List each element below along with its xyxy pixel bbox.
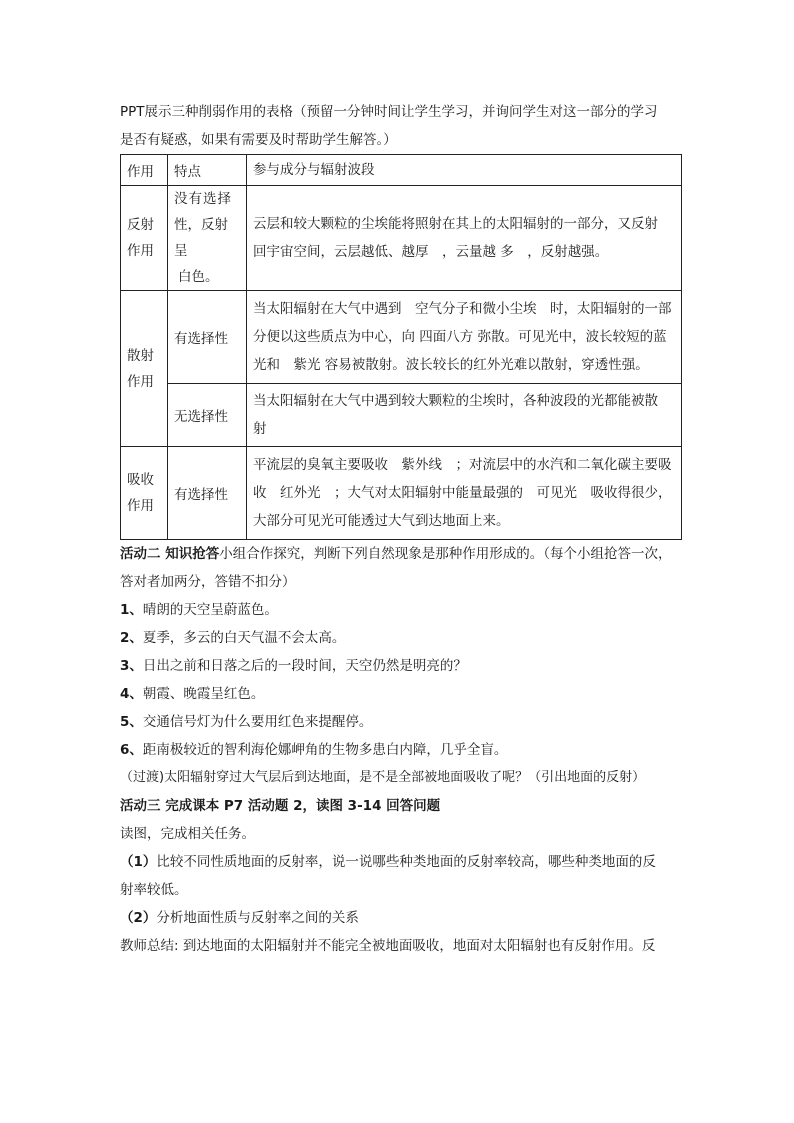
summary-label: 教师总结: — [120, 938, 179, 954]
reflect-effect — [121, 186, 168, 291]
reflect-desc — [247, 186, 682, 291]
item-text: 朝霞、晚霞呈红色。 — [142, 686, 265, 702]
activity2-line-1 — [120, 540, 682, 568]
item-num: 1、 — [120, 602, 143, 618]
activity2-title: 活动二 知识抢答 — [120, 546, 220, 562]
item-text: 交通信号灯为什么要用红色来提醒停。 — [142, 714, 373, 730]
intro-line-2: 是否有疑惑，如果有需要及时帮助学生解答。） — [120, 132, 397, 148]
reflect-feature-l2: 性，反射呈 — [174, 217, 228, 259]
reflect-effect-l2: 作用 — [127, 243, 154, 259]
absorb-effect-l2: 作用 — [127, 498, 154, 514]
activity3-line-1: 读图，完成相关任务。 — [120, 826, 255, 842]
activity2-desc: 小组合作探究，判断下列自然现象是那种作用形成的。（每个小组抢答一次， — [219, 546, 672, 562]
list-item — [120, 624, 682, 652]
table-header-row — [121, 155, 682, 186]
header-components: 参与成分与辐射波段 — [247, 155, 682, 186]
scatter-selective-desc — [247, 291, 682, 384]
absorb-effect — [121, 447, 168, 540]
scatter-sel-l1: 当太阳辐射在大气中遇到 空气分子和微小尘埃 时，太阳辐射的一部 — [253, 301, 672, 317]
absorb-feature: 有选择性 — [168, 447, 247, 540]
scatter-nonsel-l1: 当太阳辐射在大气中遇到较大颗粒的尘埃时，各种波段的光都能被散 — [253, 393, 658, 409]
reflect-effect-l1: 反射 — [127, 217, 154, 233]
scatter-nonselective-feature: 无选择性 — [168, 384, 247, 447]
activity2-line-2: 答对者加两分，答错不扣分） — [120, 574, 296, 590]
absorb-effect-l1: 吸收 — [127, 472, 154, 488]
scatter-selective-feature: 有选择性 — [168, 291, 247, 384]
item-text: 距南极较近的智利海伦娜岬角的生物多患白内障，几乎全盲。 — [142, 742, 508, 758]
absorb-desc-l3: 大部分可见光可能透过大气到达地面上来。 — [253, 513, 510, 529]
teacher-summary — [120, 932, 682, 960]
scatter-sel-l3: 光和 紫光 容易被散射。波长较长的红外光难以散射，穿透性强。 — [253, 357, 649, 373]
activity3-q1-line-2: 射率较低。 — [120, 882, 188, 898]
document-page — [120, 98, 682, 960]
scatter-effect — [121, 291, 168, 447]
summary-text: 到达地面的太阳辐射并不能完全被地面吸收，地面对太阳辐射也有反射作用。反 — [178, 938, 656, 954]
reflect-feature-l3: 白色。 — [178, 269, 219, 285]
scatter-effect-l2: 作用 — [127, 373, 154, 390]
activity3-q1-line-1 — [120, 848, 682, 876]
item-text: 夏季，多云的白天气温不会太高。 — [142, 630, 346, 646]
scatter-sel-l2: 分便以这些质点为中心，向 四面八方 弥散。可见光中，波长较短的蓝 — [253, 329, 667, 345]
activity3-title: 活动三 完成课本 P7 活动题 2，读图 3-14 回答问题 — [120, 798, 441, 814]
scatter-nonsel-l2: 射 — [253, 421, 267, 437]
item-num: 4、 — [120, 686, 143, 702]
scatter-nonselective-desc — [247, 384, 682, 447]
list-item — [120, 680, 682, 708]
item-text: 日出之前和日落之后的一段时间，天空仍然是明亮的？ — [142, 658, 467, 674]
intro-line-1: PPT展示三种削弱作用的表格（预留一分钟时间让学生学习，并询问学生对这一部分的学习 — [120, 104, 658, 120]
q2-text: 分析地面性质与反射率之间的关系 — [156, 910, 359, 926]
q1-num: （1） — [120, 854, 157, 870]
item-num: 6、 — [120, 742, 143, 758]
absorb-desc — [247, 447, 682, 540]
q1-text: 比较不同性质地面的反射率，说一说哪些种类地面的反射率较高，哪些种类地面的反 — [156, 854, 656, 870]
reflect-desc-l1: 云层和较大颗粒的尘埃能将照射在其上的太阳辐射的一部分，又反射 — [253, 216, 658, 232]
table-row-scatter-selective — [121, 291, 682, 384]
reflect-desc-l2: 回宇宙空间，云层越低、越厚 ，云量越 多 ，反射越强。 — [253, 244, 609, 260]
activity3-q2 — [120, 904, 682, 932]
transition-text: （过渡)太阳辐射穿过大气层后到达地面，是不是全部被地面吸收了呢？（引出地面的反射） — [120, 770, 646, 785]
item-num: 2、 — [120, 630, 143, 646]
scatter-effect-l1: 散射 — [127, 347, 154, 364]
list-item — [120, 652, 682, 680]
table-row-absorb — [121, 447, 682, 540]
list-item — [120, 596, 682, 624]
header-feature: 特点 — [168, 155, 247, 186]
header-effect: 作用 — [121, 155, 168, 186]
q2-num: （2） — [120, 910, 157, 926]
reflect-feature — [168, 186, 247, 291]
table-row-reflect — [121, 186, 682, 291]
list-item — [120, 736, 682, 764]
table-row-scatter-nonselective — [121, 384, 682, 447]
list-item — [120, 708, 682, 736]
item-text: 晴朗的天空呈蔚蓝色。 — [142, 602, 278, 618]
absorb-desc-l2: 收 红外光 ；大气对太阳辐射中能量最强的 可见光 吸收得很少， — [253, 485, 672, 501]
weakening-table — [120, 154, 682, 540]
absorb-desc-l1: 平流层的臭氧主要吸收 紫外线 ；对流层中的水汽和二氧化碳主要吸 — [253, 457, 672, 473]
reflect-feature-l1: 没有选择 — [174, 191, 232, 207]
item-num: 3、 — [120, 658, 143, 674]
item-num: 5、 — [120, 714, 143, 730]
